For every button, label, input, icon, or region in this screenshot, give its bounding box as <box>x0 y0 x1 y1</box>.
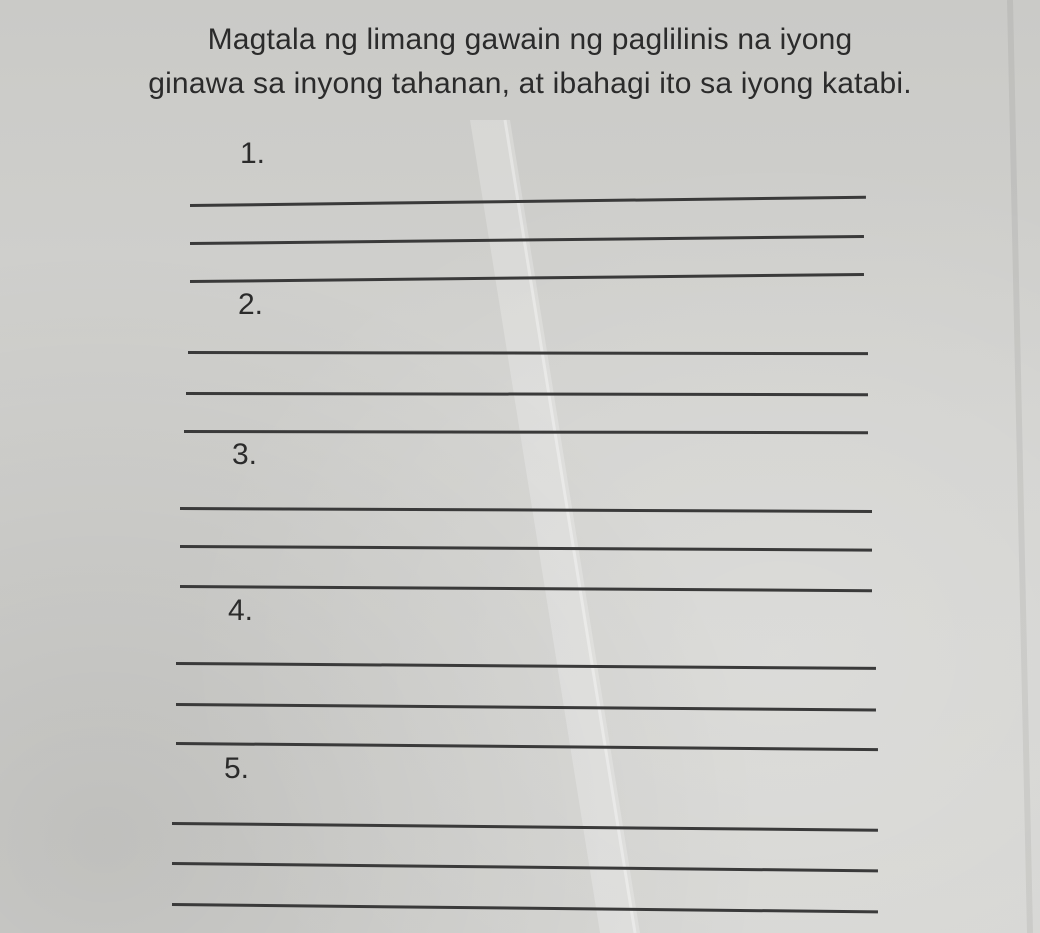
instruction-text <box>100 18 960 106</box>
item-number: 2. <box>238 288 264 321</box>
instruction-line-2: ginawa sa inyong tahanan, at ibahagi ito sa iyong katabi. <box>148 67 912 100</box>
item-number: 1. <box>240 137 266 170</box>
item-number: 5. <box>224 752 250 785</box>
instruction-line-1: Magtala ng limang gawain ng paglilinis na iyong <box>207 23 853 56</box>
item-number: 3. <box>232 438 258 471</box>
item-number: 4. <box>228 594 254 627</box>
